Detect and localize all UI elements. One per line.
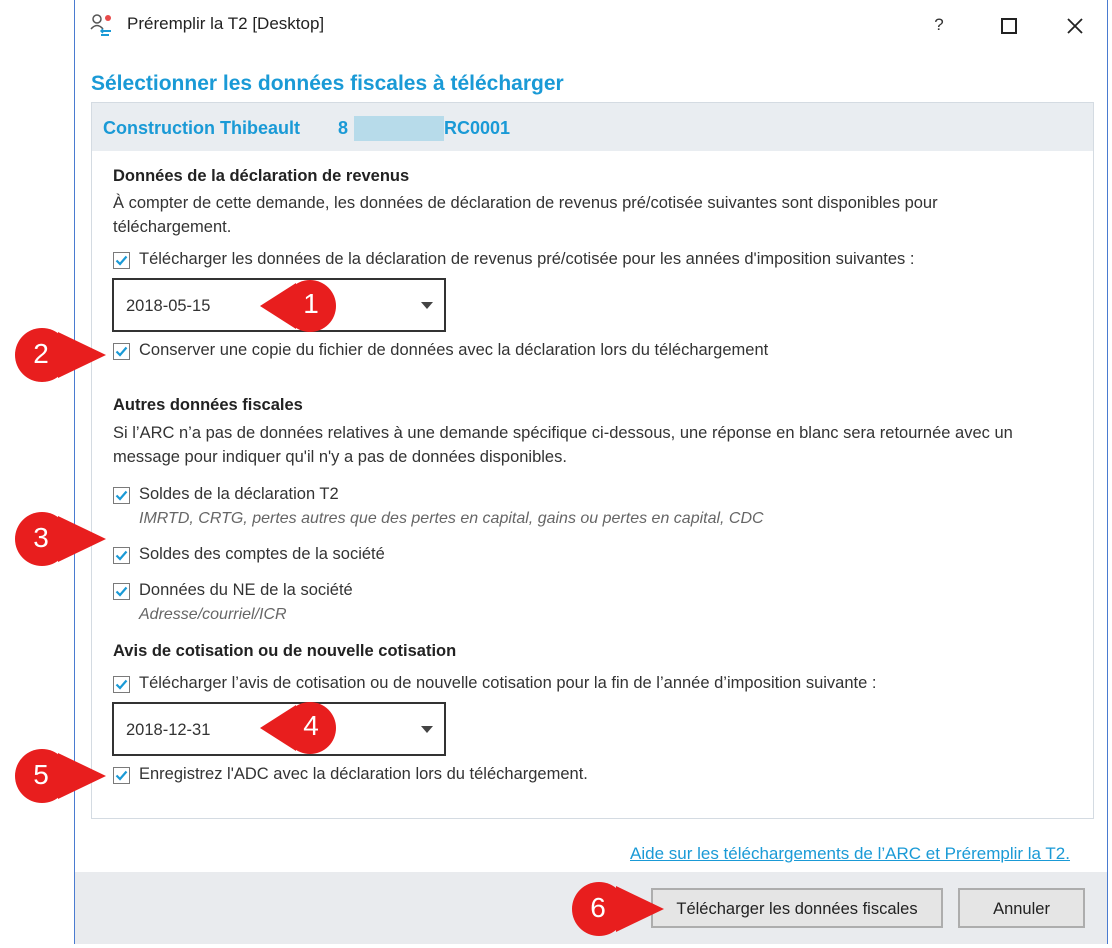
business-number-prefix: 8 — [338, 118, 349, 138]
page-heading: Sélectionner les données fiscales à télécharger — [91, 72, 564, 95]
checkmark-icon — [115, 678, 128, 691]
checkmark-icon — [115, 345, 128, 358]
cancel-button[interactable]: Annuler — [958, 888, 1085, 928]
help-link[interactable]: Aide sur les téléchargements de l’ARC et Préremplir la T2. — [630, 844, 1070, 863]
title-bar — [75, 0, 1107, 50]
dialog-window — [74, 0, 1108, 944]
callout-number: 1 — [303, 288, 319, 319]
callout-marker-5 — [14, 747, 110, 810]
assessment-year-value: 2018-12-31 — [126, 721, 211, 739]
other-data-description: Si l’ARC n’a pas de données relatives à une demande spécifique ci-dessous, une réponse en blanc sera retournée avec un message pour indiquer qu'il n'y a pas de données disponibles. — [113, 424, 1013, 466]
business-number-redaction — [354, 116, 444, 141]
other-data-title: Autres données fiscales — [113, 396, 303, 414]
company-name: Construction Thibeault — [103, 118, 300, 138]
callout-number: 5 — [33, 759, 49, 790]
download-assessment-label: Télécharger l’avis de cotisation ou de nouvelle cotisation pour la fin de l’année d’imposition suivante : — [139, 674, 877, 692]
download-return-checkbox[interactable] — [113, 252, 130, 269]
checkmark-icon — [115, 254, 128, 267]
callout-number: 2 — [33, 338, 49, 369]
callout-marker-2 — [14, 326, 110, 389]
return-year-value: 2018-05-15 — [126, 297, 211, 315]
close-icon — [1067, 18, 1083, 34]
close-button[interactable] — [1041, 0, 1109, 50]
bn-data-label: Données du NE de la société — [139, 581, 353, 599]
callout-number: 3 — [33, 522, 49, 553]
prefill-app-icon — [89, 12, 115, 38]
t2-balances-sublabel: IMRTD, CRTG, pertes autres que des pertes en capital, gains ou pertes en capital, CDC — [139, 510, 764, 527]
checkmark-icon — [115, 769, 128, 782]
callout-marker-6 — [570, 880, 666, 943]
options-panel — [91, 102, 1094, 819]
return-data-title: Données de la déclaration de revenus — [113, 167, 410, 185]
keep-copy-checkbox[interactable] — [113, 343, 130, 360]
dropdown-arrow-icon — [421, 726, 433, 733]
t2-balances-checkbox[interactable] — [113, 487, 130, 504]
company-bar — [92, 103, 1093, 151]
checkmark-icon — [115, 585, 128, 598]
save-adc-label: Enregistrez l'ADC avec la déclaration lors du téléchargement. — [139, 765, 588, 783]
callout-marker-3 — [14, 510, 110, 573]
return-data-description: À compter de cette demande, les données de déclaration de revenus pré/cotisée suivantes sont disponibles pour téléchargement. — [113, 194, 938, 236]
bn-data-checkbox[interactable] — [113, 583, 130, 600]
maximize-button[interactable] — [975, 0, 1043, 50]
checkmark-icon — [115, 489, 128, 502]
callout-marker-4 — [256, 700, 348, 761]
download-assessment-checkbox[interactable] — [113, 676, 130, 693]
account-balances-checkbox[interactable] — [113, 547, 130, 564]
dropdown-arrow-icon — [421, 302, 433, 309]
business-number-suffix: RC0001 — [444, 118, 511, 138]
assessment-title: Avis de cotisation ou de nouvelle cotisation — [113, 642, 457, 660]
download-tax-data-button[interactable]: Télécharger les données fiscales — [651, 888, 943, 928]
checkmark-icon — [115, 549, 128, 562]
callout-number: 6 — [590, 892, 606, 923]
help-button[interactable]: ? — [934, 15, 944, 34]
account-balances-label: Soldes des comptes de la société — [139, 545, 385, 563]
callout-marker-1 — [256, 278, 348, 339]
download-return-label: Télécharger les données de la déclaration de revenus pré/cotisée pour les années d'imposition suivantes : — [139, 250, 915, 268]
keep-copy-label: Conserver une copie du fichier de données avec la déclaration lors du téléchargement — [139, 341, 769, 359]
window-title: Préremplir la T2 [Desktop] — [127, 14, 325, 33]
bn-data-sublabel: Adresse/courriel/ICR — [139, 606, 287, 623]
callout-number: 4 — [303, 710, 319, 741]
t2-balances-label: Soldes de la déclaration T2 — [139, 485, 339, 503]
save-adc-checkbox[interactable] — [113, 767, 130, 784]
maximize-icon — [1001, 18, 1017, 34]
